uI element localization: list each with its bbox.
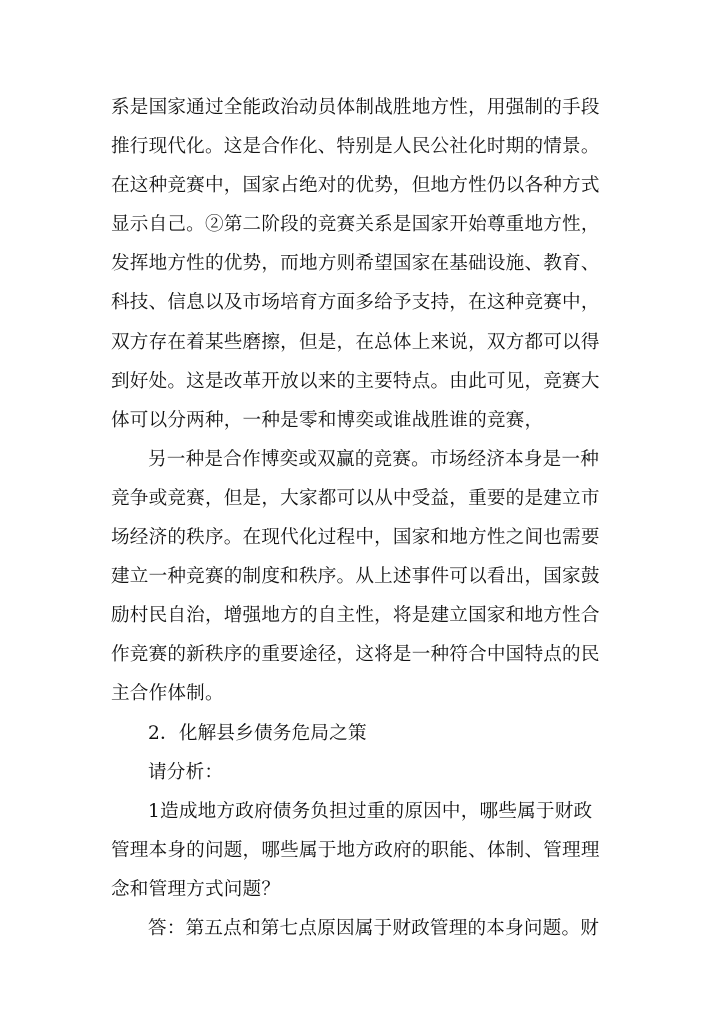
text-line: 念和管理方式问题？: [111, 878, 281, 900]
text-line: 到好处。这是改革开放以来的主要特点。由此可见，竞赛大: [111, 370, 600, 392]
text-line: 科技、信息以及市场培育方面多给予支持，在这种竞赛中，: [111, 292, 600, 314]
text-line: 显示自己。②第二阶段的竞赛关系是国家开始尊重地方性，: [111, 214, 600, 236]
text-line: 管理本身的问题，哪些属于地方政府的职能、体制、管理理: [111, 839, 600, 861]
text-line: 请分析：: [148, 761, 224, 783]
text-line: 1造成地方政府债务负担过重的原因中，哪些属于财政: [148, 800, 593, 822]
text-line: 答：第五点和第七点原因属于财政管理的本身问题。财: [148, 917, 600, 939]
text-line: 另一种是合作博奕或双赢的竞赛。市场经济本身是一种: [148, 448, 600, 470]
text-line: 体可以分两种，一种是零和博奕或谁战胜谁的竞赛，: [111, 409, 544, 431]
text-line: 主合作体制。: [111, 683, 224, 705]
text-line: 作竞赛的新秩序的重要途径，这将是一种符合中国特点的民: [111, 644, 600, 666]
text-line: 发挥地方性的优势，而地方则希望国家在基础设施、教育、: [111, 253, 600, 275]
text-line: 2．化解县乡债务危局之策: [148, 722, 367, 744]
text-line: 竞争或竞赛，但是，大家都可以从中受益，重要的是建立市: [111, 487, 600, 509]
text-line: 励村民自治，增强地方的自主性，将是建立国家和地方性合: [111, 605, 600, 627]
text-line: 场经济的秩序。在现代化过程中，国家和地方性之间也需要: [111, 527, 600, 549]
text-line: 在这种竞赛中，国家占绝对的优势，但地方性仍以各种方式: [111, 175, 600, 197]
text-line: 建立一种竞赛的制度和秩序。从上述事件可以看出，国家鼓: [111, 566, 600, 588]
text-line: 双方存在着某些磨擦，但是，在总体上来说，双方都可以得: [111, 331, 600, 353]
text-line: 推行现代化。这是合作化、特别是人民公社化时期的情景。: [111, 136, 600, 158]
text-line: 系是国家通过全能政治动员体制战胜地方性，用强制的手段: [111, 97, 600, 118]
body-text: [111, 88, 611, 948]
